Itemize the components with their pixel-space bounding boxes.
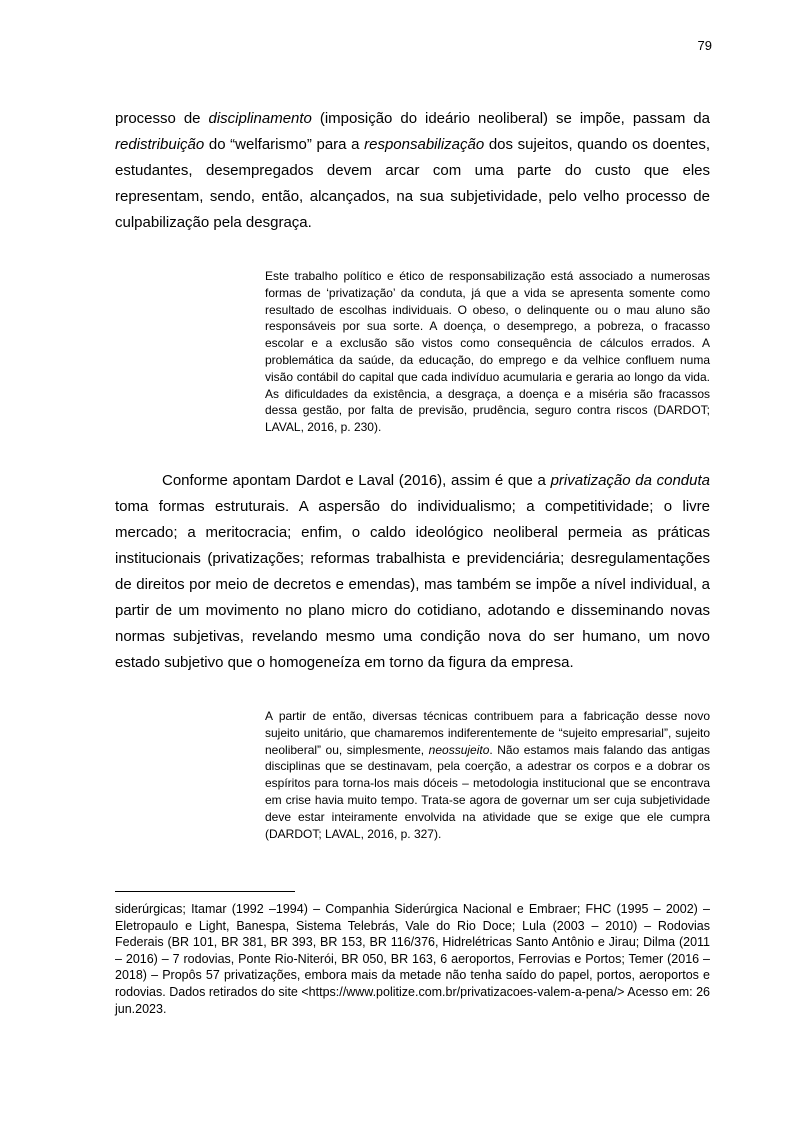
body-paragraph-1 [115,106,710,236]
italic-text-segment: neossujeito [428,742,490,757]
text-segment: (imposição do ideário neoliberal) se impõe, passam da [311,110,710,127]
text-segment: toma formas estruturais. A aspersão do individualismo; a competitividade; o livre mercado; a meritocracia; enfim, o caldo ideológico neoliberal permeia as práticas institucionais (privatizações; reformas trabalhista e previdenciária; desregulamentações de direitos por meio de decretos e emendas), mas também se impõe a nível individual, a partir de um movimento no plano micro do cotidiano, adotando e disseminando novas normas subjetivas, revelando mesmo uma condição nova do ser humano, um novo estado subjetivo que o homogeneíza em torno da figura da empresa. [115,497,710,671]
footnote-separator [115,891,295,892]
footnote-text [115,901,710,1017]
text-segment: . Não estamos mais falando das antigas disciplinas que se destinavam, pela coerção, a adestrar os corpos e a dobrar os espíritos para torna-los mais dóceis – metodologia institucional que se encontrava em crise havia muito tempo. Trata-se agora de governar um ser cuja subjetividade deve estar inteiramente envolvida na atividade que se exige que ele cumpra (DARDOT; LAVAL, 2016, p. 327). [265,742,711,841]
block-quote-2 [265,708,710,842]
text-segment: processo de [115,110,209,127]
text-segment: Este trabalho político e ético de responsabilização está associado a numerosas formas de ‘privatização’ da conduta, já que a vida se apresenta somente como resultado de escolhas individuais. O obeso, o delinquente ou o mau aluno são responsáveis por sua sorte. A doença, o desemprego, a pobreza, o fracasso escolar e a exclusão são vistos como consequência de cálculos errados. A problemática da saúde, da educação, do emprego e da velhice confluem numa visão contábil do capital que cada indivíduo acumularia e geraria ao longo da vida. As dificuldades da existência, a desgraça, a doença e a miséria são fracassos dessa gestão, por falta de previsão, prudência, seguro contra riscos (DARDOT; LAVAL, 2016, p. 230). [265,269,710,435]
italic-text-segment: responsabilização [364,136,485,153]
text-segment: A partir de então, diversas técnicas contribuem para a fabricação desse novo sujeito unitário, que chamaremos indiferentemente de “sujeito empresarial”, sujeito neoliberal” ou, simplesmente, [265,708,710,757]
italic-text-segment: redistribuição [115,136,205,153]
italic-text-segment: privatização da conduta [550,471,711,489]
italic-text-segment: disciplinamento [208,110,312,127]
body-paragraph-2 [115,468,710,676]
text-segment: dos sujeitos, quando os doentes, estudantes, desempregados devem arcar com uma parte do custo que eles representam, sendo, então, alcançados, na sua subjetividade, pelo velho processo de culpabilização pela desgraça. [115,136,710,231]
block-quote-1 [265,268,710,436]
text-segment: Conforme apontam Dardot e Laval (2016), assim é que a [162,471,551,489]
page-content [115,106,710,874]
page-number: 79 [697,38,712,53]
text-segment: siderúrgicas; Itamar (1992 –1994) – Companhia Siderúrgica Nacional e Embraer; FHC (1995 – 2002) – Eletropaulo e Light, Banespa, Sistema Telebrás, Vale do Rio Doce; Lula (2003 – 2010) – Rodovias Federais (BR 101, BR 381, BR 393, BR 153, BR 116/376, Hidrelétricas Santo Antônio e Jirau; Dilma (2011 – 2016) – 7 rodovias, Ponte Rio-Niterói, BR 050, BR 163, 6 aeroportos, Ferrovias e Portos; Temer (2016 – 2018) – Propôs 57 privatizações, embora mais da metade não tenha saído do papel, portos, aeroportos e rodovias. Dados retirados do site <https://www.politize.com.br/privatizacoes-valem-a-pena/> Acesso em: 26 jun.2023. [115,902,710,1016]
text-segment: do “welfarismo” para a [204,136,365,153]
footnote-area [115,891,710,1017]
